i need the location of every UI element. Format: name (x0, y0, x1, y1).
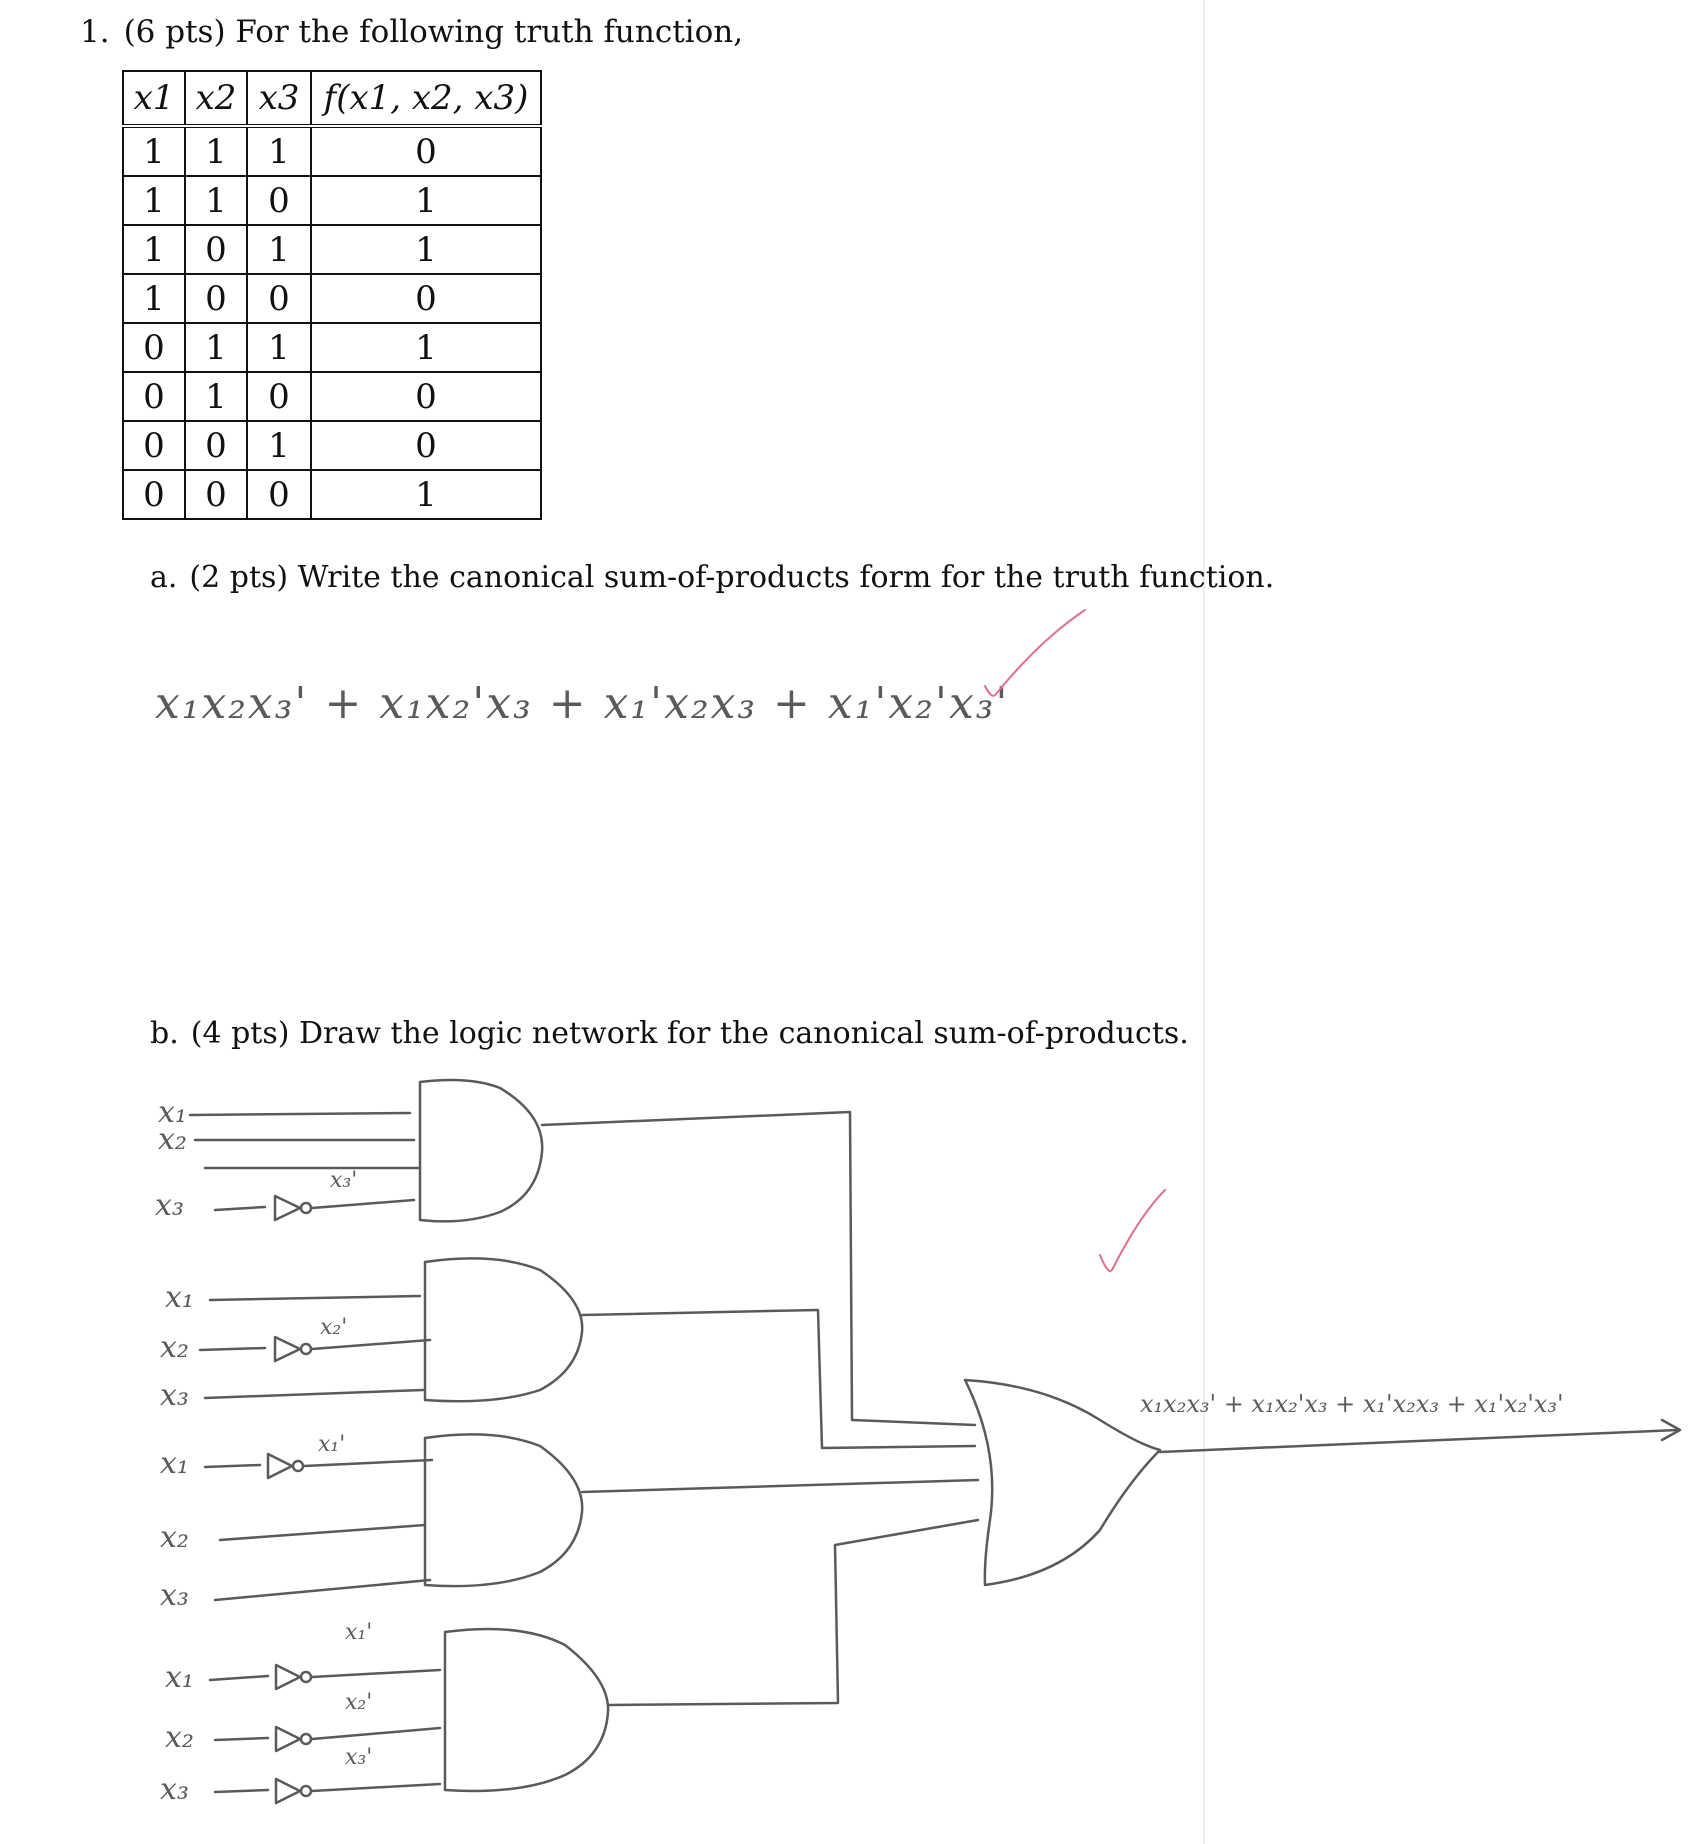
inverter-bubble (301, 1786, 311, 1796)
inverter-bubble (293, 1461, 303, 1471)
gate4-input-label: x₁ (165, 1660, 194, 1695)
wire (210, 1296, 420, 1300)
gate2-inverter-label: x₂' (320, 1315, 348, 1340)
cell: 0 (123, 470, 185, 519)
header-f: f(x1, x2, x3) (311, 71, 541, 126)
gate2-input-label: x₁ (165, 1280, 194, 1315)
cell: 0 (311, 274, 541, 323)
part-b-text: (4 pts) Draw the logic network for the canonical sum-of-products. (190, 1016, 1189, 1051)
wire (312, 1200, 414, 1208)
gate4-inverter-label: x₂' (345, 1690, 373, 1715)
inverter-icon (276, 1665, 300, 1689)
cell: 1 (311, 176, 541, 225)
cell: 1 (123, 176, 185, 225)
gate1-input-label: x₁ (158, 1095, 187, 1130)
gate4-input-label: x₃ (160, 1772, 189, 1807)
question-text: (6 pts) For the following truth function, (123, 14, 744, 50)
gate4-inverter-label: x₃' (345, 1745, 373, 1770)
gate2-input-label: x₃ (160, 1378, 189, 1413)
cell: 1 (311, 323, 541, 372)
cell: 0 (123, 372, 185, 421)
inverter-icon (276, 1779, 300, 1803)
wire (312, 1728, 440, 1739)
cell: 1 (123, 225, 185, 274)
gate4-input-label: x₂ (165, 1720, 194, 1755)
cell: 1 (311, 470, 541, 519)
wire (200, 1348, 265, 1350)
part-b-label: b. (150, 1016, 179, 1051)
part-a-answer: x₁x₂x₃' + x₁x₂'x₃ + x₁'x₂x₃ + x₁'x₂'x₃' (155, 678, 1010, 729)
gate1-inverter-label: x₃' (330, 1168, 358, 1193)
output-expression: x₁x₂x₃' + x₁x₂'x₃ + x₁'x₂x₃ + x₁'x₂'x₃' (1140, 1390, 1564, 1418)
or-gate (965, 1380, 1160, 1585)
cell: 1 (247, 323, 311, 372)
cell: 0 (185, 421, 247, 470)
gate3-output-wire (582, 1480, 978, 1492)
inverter-icon (275, 1337, 300, 1361)
wire (215, 1790, 268, 1792)
gate2-input-label: x₂ (160, 1330, 189, 1365)
part-a-label: a. (150, 560, 178, 595)
gate4-inverter-label: x₁' (345, 1620, 373, 1645)
inverter-icon (276, 1727, 300, 1751)
inverter-bubble (301, 1344, 311, 1354)
gate3-input-label: x₃ (160, 1578, 189, 1613)
wire (312, 1784, 440, 1791)
cell: 1 (185, 176, 247, 225)
cell: 0 (185, 274, 247, 323)
checkmark-icon (1100, 1190, 1165, 1271)
wire (205, 1390, 423, 1398)
header-x1: x1 (123, 71, 185, 126)
cell: 0 (247, 274, 311, 323)
and-gate-1 (420, 1080, 542, 1221)
cell: 1 (311, 225, 541, 274)
wire (215, 1207, 265, 1210)
cell: 0 (185, 225, 247, 274)
part-a-text: (2 pts) Write the canonical sum-of-products form for the truth function. (189, 560, 1275, 595)
question-number: 1. (80, 14, 110, 50)
cell: 0 (247, 470, 311, 519)
gate1-output-wire (542, 1112, 975, 1425)
cell: 1 (247, 126, 311, 176)
wire (220, 1525, 425, 1540)
gate1-input-label: x₂ (158, 1122, 187, 1157)
wire (312, 1670, 440, 1677)
inverter-icon (275, 1196, 300, 1220)
wire (312, 1340, 430, 1349)
and-gate-2 (425, 1258, 582, 1401)
cell: 1 (185, 126, 247, 176)
header-x2: x2 (185, 71, 247, 126)
cell: 0 (311, 421, 541, 470)
gate3-input-label: x₂ (160, 1520, 189, 1555)
cell: 1 (123, 126, 185, 176)
inverter-bubble (301, 1672, 311, 1682)
cell: 0 (185, 470, 247, 519)
cell: 1 (185, 323, 247, 372)
cell: 1 (247, 421, 311, 470)
wire (190, 1113, 410, 1115)
or-output-wire (1160, 1430, 1678, 1452)
cell: 0 (123, 323, 185, 372)
gate3-input-label: x₁ (160, 1446, 189, 1481)
gate4-output-wire (608, 1520, 978, 1705)
wire (210, 1676, 268, 1680)
wire (215, 1580, 430, 1600)
inverter-bubble (301, 1203, 311, 1213)
checkmark-icon (985, 610, 1085, 696)
inverter-bubble (301, 1734, 311, 1744)
gate2-output-wire (582, 1310, 975, 1448)
wire (215, 1738, 268, 1740)
cell: 0 (247, 372, 311, 421)
and-gate-4 (445, 1629, 608, 1791)
wire (304, 1460, 432, 1466)
gate1-input-label: x₃ (155, 1188, 184, 1223)
wire (205, 1465, 260, 1467)
cell: 0 (311, 372, 541, 421)
cell: 0 (311, 126, 541, 176)
gate3-inverter-label: x₁' (318, 1432, 346, 1457)
inverter-icon (268, 1454, 292, 1478)
cell: 0 (123, 421, 185, 470)
header-x3: x3 (247, 71, 311, 126)
cell: 1 (123, 274, 185, 323)
cell: 1 (247, 225, 311, 274)
cell: 1 (185, 372, 247, 421)
and-gate-3 (425, 1434, 582, 1586)
cell: 0 (247, 176, 311, 225)
